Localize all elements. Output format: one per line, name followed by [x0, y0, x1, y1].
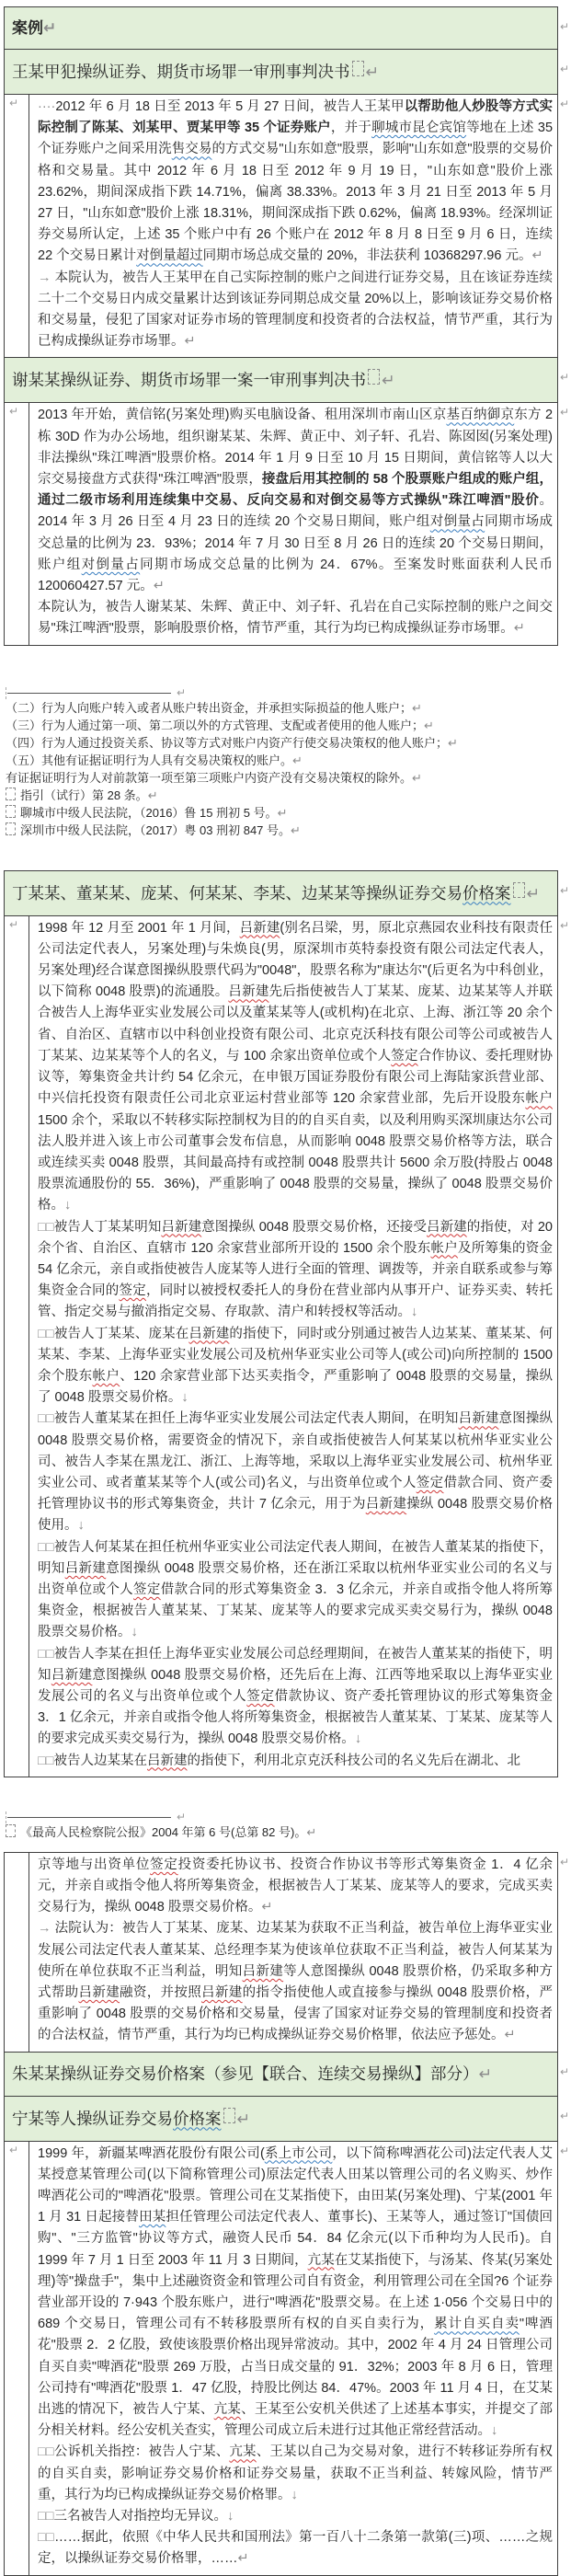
text-run: 担任管理公司法定代表人、董事长)、王某等人，通过签订"国债回购"、"三方监管"协议等方式，融资人民币 54．84 亿余元(以下币种均为人民币)。自 1999 年 7 月 1 日至 2003 年 11 月 3 日期间，	[38, 2210, 553, 2268]
paragraph	[38, 2506, 553, 2527]
formatting-mark: ↓	[181, 1390, 188, 1406]
formatting-mark: →	[38, 1921, 55, 1937]
paragraph-mark: ↵	[9, 405, 19, 419]
footnote-separator	[6, 1811, 554, 1823]
footnote-ref-box	[6, 822, 16, 835]
text-run: 、王某至公安机关供述了上述基本事实，并提交了部分相关材料。经公安机关查实，管理公司成立后未进行过其他正常经营活动。	[38, 2402, 554, 2439]
text-run: 借款合同、资产委托管理协议书的形式筹集资金，共计 7 亿余元，用于为	[38, 1475, 554, 1512]
formatting-mark: ↵	[184, 334, 196, 350]
text-run: (别名吕梁，男，原北京燕园农业科技有限责任公司法定代表人，另案处理)与朱焕良(男，原深圳市英特泰投资有限公司法定代表人，另案处理)经合谋意图操纵股票代码为"0048"，股票名称为"康达尔"(后更名为中科创业，以下简称 0048 股票)的流通股。	[38, 920, 554, 1000]
paragraph	[38, 918, 553, 1217]
footnote-ref-box	[6, 788, 16, 800]
separator-line	[7, 1817, 171, 1818]
case-body-xie	[29, 403, 557, 644]
formatting-mark: ↓	[354, 1731, 362, 1747]
footnote-line	[6, 804, 554, 822]
text-run: 宁某等人操纵证券交易	[12, 2109, 173, 2128]
footnote-line	[6, 717, 554, 734]
text-run: （四）行为人通过投资关系、协议等方式对账户内资产行使交易决策权的他人账户；	[6, 735, 449, 750]
text-run: 签定	[246, 1688, 275, 1704]
table-title-row	[5, 7, 569, 49]
text-run: （二）行为人向账户转入或者从账户转出资金，并承担实际损益的他人账户；	[6, 700, 413, 715]
paragraph	[38, 1855, 553, 1919]
text-run: 价格案	[173, 2109, 222, 2128]
text-run: 售交易	[171, 142, 212, 157]
case-title-ding	[5, 871, 557, 915]
text-run: ，同时以被授权委托人的身份在营业部内从事开户、证券买卖、转托管、指定交易与撤消指定交易、存取款、清户和转授权等活动。	[38, 1283, 554, 1320]
formatting-mark: ↵	[531, 248, 543, 264]
row-end-mark: ↵	[559, 98, 569, 110]
text-run: 吕新建	[239, 920, 280, 936]
case-body-row-xie	[5, 402, 569, 644]
row-end-mark: ↵	[559, 918, 569, 932]
formatting-mark: ↵	[236, 2109, 251, 2128]
formatting-mark: □□	[38, 1646, 54, 1662]
text-run: 吕新建	[147, 1753, 188, 1768]
case-header-row-ding	[5, 871, 569, 915]
formatting-mark: →	[38, 270, 55, 285]
text-run: 朱某某操纵证券交易价格案（参见【联合、连续交易操纵】部分）	[12, 2064, 479, 2083]
text-run: "啤酒花"股票 2．2 亿股，致使该股票价格出现异常波动。其中，2002 年 4 月 24 日管理公司自买自卖"啤酒花"股票 269 万股，占当日成交量的 91．32%；2003 年 8 月 6 日，管理公司持有"啤酒花"股票 1．47 亿股，持股比例达 84．47%。2003 年 11 月 4 日，在艾某出逃的情况下，被告人宁某、	[38, 2317, 553, 2418]
formatting-mark: ↵	[237, 2551, 249, 2567]
paragraph	[38, 405, 553, 597]
formatting-mark: ↵	[382, 371, 395, 390]
case-table-3	[4, 1852, 569, 2576]
text-run: 帐户	[92, 1368, 120, 1384]
paragraph	[38, 1409, 553, 1536]
case-table-1	[4, 6, 569, 646]
text-run: 对倒量占	[429, 514, 485, 530]
text-run: 及所筹集的资金 54 亿余元，亲自或指使被告人庞某等人进行全面的管理、调拨等，并亲自联系或参与筹集资金合同的	[38, 1240, 554, 1299]
case-header-row-xie	[5, 357, 569, 402]
formatting-mark: ↵	[448, 735, 458, 750]
formatting-mark: ↓	[491, 2423, 498, 2439]
case-title-xie	[5, 358, 557, 402]
text-run: 同期市场成交总量的比例为 24．67%。至案发时账面获利人民币 120060427.57 元。	[38, 557, 554, 594]
page-title	[5, 7, 557, 49]
text-run: 的指使，对 20 余个省、自治区、直辖市 120 余家营业部所开设的 1500 余个股东	[38, 1219, 553, 1256]
text-run: ，并于	[330, 121, 372, 136]
text-run: 同期市场成交总量的比例为 23．93%；2014 年 7 月 30 日至 8 月 26 日的连续 20 个交易日期间，账户组	[38, 514, 553, 572]
paragraph-mark: ↵	[9, 2143, 19, 2156]
footnote-ref-box	[6, 1824, 16, 1837]
text-run: 的指使下，同时或分别通过被告人边某某、董某某、何某某、李某、上海华亚实业发展公司及杭州华亚实业公司等人(或公司)向所控制的 1500 余个股东	[38, 1326, 554, 1384]
paragraph	[38, 1918, 553, 2046]
paragraph	[38, 1537, 553, 1644]
formatting-mark: ↵	[306, 1824, 317, 1839]
text-run: 签定	[150, 1857, 178, 1872]
formatting-mark: ↓	[227, 2509, 234, 2524]
footnote-line	[6, 699, 554, 717]
case-body-row-ding-continued	[5, 1853, 569, 2052]
text-run: 深圳市中级人民法院，（2017）粤 03 刑初 847 号。	[20, 822, 291, 837]
case-body-ding	[29, 916, 557, 1777]
formatting-mark: □□	[38, 2530, 55, 2546]
formatting-mark: ↵	[412, 770, 422, 785]
formatting-mark: □□	[38, 1219, 54, 1235]
formatting-mark: ↵	[277, 805, 288, 820]
text-run: 三名被告人对指控均无异议。	[53, 2509, 228, 2524]
footnote-ref-box	[352, 61, 364, 76]
paragraph	[38, 1324, 553, 1409]
text-run: 吕新建	[51, 1667, 93, 1683]
text-run: （三）行为人通过第一项、第二项以外的方式管理、支配或者使用的他人账户；	[6, 718, 425, 732]
text-run: 的方式交易"山东如意"股票，影响"山东如意"股票的交易价格和交易量。其中 2012 年 6 月 18 日至 2012 年 9 月 19 日，"山东如意"股价上涨 23.62%，期间深成指下跌 14.71%，偏离 38.33%。2013 年 3 月 21 日至 2013 年 5 月 27 日，"山东如意"股价上涨 18.31%，期间深成指下跌 0.62%，偏离 18.93%。经深圳证券交易所认定，上述 35 个账户中有 26 个账户在 2012 年 8 月 8 日至 9 月 6 日，连续 22 个交易日累计	[38, 142, 554, 264]
text-run: 签定	[391, 1048, 418, 1064]
formatting-mark: ↵	[513, 621, 525, 637]
footnote-line	[6, 1823, 554, 1841]
text-run: 价格案	[463, 883, 511, 903]
text-run: 借款合同的形式筹集资金 3．3 亿余元，并亲自或指令他人将所筹集资金，根据被告人董某某、丁某某、庞某等人的要求完成买卖交易行为，操纵 0048 股票交易价格。	[38, 1581, 554, 1640]
row-end-mark: ↵	[559, 883, 569, 897]
text-run: 融资，并按照	[120, 1985, 202, 2001]
row-end-mark: ↵	[559, 2144, 569, 2157]
text-run: 吕新建	[64, 1560, 107, 1576]
formatting-mark: ↓	[291, 2487, 298, 2502]
formatting-mark: ↵	[147, 788, 158, 802]
text-run: 、120 余家营业部下达买卖指令，严重影响了 0048 股票的交易量，操纵了 0048 股票交易价格。	[38, 1368, 553, 1406]
text-run: 有证据证明行为人对前款第一项至第三项账户内资产没有交易决策权的除外。	[6, 770, 413, 785]
row-end-mark: ↵	[559, 63, 569, 75]
text-run: 被告人丁某某明知	[53, 1219, 162, 1235]
text-run: 意图操纵 0048 股票交易价格，还接受	[201, 1219, 427, 1235]
text-run: 被告人何某某在担任杭州华亚实业公司法定代表人期间，在被告人董某某的指使下，明知	[38, 1539, 553, 1576]
text-run: 签定	[119, 1283, 146, 1299]
text-run: 帐户	[525, 1091, 553, 1107]
formatting-mark: □□	[38, 1753, 54, 1768]
text-run: 王某甲犯操纵证券、期货市场罪一审刑事判决书	[12, 63, 350, 81]
case-body-row-ning	[5, 2141, 569, 2575]
row-end-mark: ↵	[559, 1855, 569, 1869]
left-margin-cell	[5, 95, 29, 357]
text-run: 京等地与出资单位	[38, 1857, 151, 1872]
case-header-row-ning	[5, 2096, 569, 2141]
left-margin-cell	[5, 916, 29, 1777]
row-end-mark: ↵	[559, 2109, 569, 2122]
text-run: 1500 余个，采取以不转移实际控制权为目的的自买自卖，以及利用购买深圳康达尔公司法人股并进入该上市公司董事会发布信息，从而影响 0048 股票交易价格等方法，联合或连续买卖 0048 股票，其间最高持有或控制 0048 股票共计 5600 余万股(持股占 0048 股票流通股份的 55．36%)，严重影响了 0048 股票的交易量，操纵了 0048 股票交易价格。	[38, 1112, 553, 1213]
row-end-mark: ↵	[559, 20, 569, 33]
case-header-row-zhu	[5, 2052, 569, 2096]
text-run: 累计自买自卖	[434, 2317, 520, 2332]
formatting-mark: ↵	[291, 822, 301, 837]
text-run: 本院认为，被告人谢某某、朱辉、黄正中、刘子轩、孔岩在自己实际控制的账户之间交易"珠江啤酒"股票，影响股票价格，情节严重，其行为均已构成操纵证券市场罪。	[38, 600, 553, 637]
formatting-mark: ↓	[77, 1518, 85, 1534]
text-run: 被告人董某某在担任上海华亚实业发展公司法定代表人期间，在明知	[53, 1411, 459, 1427]
row-end-mark: ↵	[559, 2064, 569, 2078]
footnote-line	[6, 752, 554, 769]
text-run: 东方 2 栋 30D 作为办公场地，组织谢某某、朱辉、黄正中、刘子轩、孔岩、陈囡囡(另案处理)非法操纵"珠江啤酒"股票价格。2014 年 1 月 9 日至 10 月 15 日期间，黄信铭等人以大宗交易接盘方式获得"珠江啤酒"股票，	[38, 408, 554, 488]
case-body-ding-continued	[29, 1853, 557, 2052]
text-run: 吕新建	[427, 1219, 467, 1235]
text-run: 1999 年，新疆某啤酒花股份有限公司(	[38, 2145, 265, 2161]
text-run: 公诉机关指控：被告人宁某、	[53, 2444, 230, 2460]
text-run: 在艾某指使下，与汤某、佟某(另案处理)等"操盘手"，集中上述融资资金和管理公司自有资金，利用管理公司在全国?6 个证券营业部开设的 7·943 个股东账户，进行"啤酒花"股票交易。在上述 1·056 个交易日中的 689 个交易日，管理公司有不转移股票所有权的自买自卖行为，	[38, 2252, 554, 2332]
formatting-mark: ↵	[261, 1900, 273, 1915]
left-margin-cell	[5, 1853, 29, 2052]
formatting-mark: □□	[38, 1411, 54, 1427]
text-run: 的指令指使他人或直接参与操纵 0048 股票价格，严重影响了 0048 股票的交易价格和交易量，侵害了国家对证券交易的管理制度和投资者的合法权益，情节严重，其行为均已构成操纵证券交易价格罪，依法应予惩处。	[38, 1985, 553, 2043]
footnote-line	[6, 822, 554, 839]
formatting-mark: ↓	[131, 1625, 138, 1640]
footnote-ref-box	[368, 369, 380, 385]
text-run: 亢某	[213, 2402, 242, 2418]
text-run: 被告人丁某某、庞某在	[53, 1326, 189, 1341]
formatting-mark: ↵	[43, 19, 57, 37]
text-run: 聊城市昆仑宾馆	[371, 121, 467, 136]
case-header-row-wang	[5, 49, 569, 94]
text-run: 、王某以自己为交易对象，进行不转移证券所有权的自买自卖，影响证券交易价格和证券交易量，获取不正当利益、转嫁风险，情节严重，其行为均已构成操纵证券交易价格罪。	[38, 2444, 554, 2502]
formatting-mark: ↓	[64, 1198, 72, 1213]
text-run: 田某	[139, 2210, 166, 2225]
paragraph-mark: ↵	[177, 685, 187, 699]
text-run: 签定	[416, 1475, 444, 1490]
text-run: 2012 年 6 月 18 日至 2013 年 5 月 27 日间，被告人王某甲	[55, 99, 405, 114]
formatting-mark: ↵	[365, 63, 380, 81]
text-run: 意图操纵 0048 股票交易价格，还在浙江采取以杭州华亚实业公司的名义与出资单位或个人	[38, 1560, 554, 1597]
case-body-wang	[29, 95, 557, 357]
text-run: 吕新建	[188, 1326, 230, 1341]
footnote-separator	[6, 686, 554, 699]
case-title-zhu	[5, 2053, 557, 2096]
footnote-line	[6, 734, 554, 752]
paragraph-mark: ↵	[9, 97, 19, 109]
text-run: 接盘后用其控制的 58 个股票账户组成的账户组，通过二级市场利用连续集中交易、反向交易和对倒交易等方式操纵"珠江啤酒"股价	[38, 472, 553, 509]
text-run: 签定	[133, 1581, 161, 1597]
formatting-mark: ····	[38, 99, 56, 114]
formatting-mark: ↓	[411, 1305, 418, 1320]
text-run: 被告人边某某在	[53, 1753, 148, 1768]
text-run: 1998 年 12 月至 2001 年 1 月间，	[38, 920, 240, 936]
text-run: 案例	[12, 19, 43, 37]
footnote-line	[6, 787, 554, 804]
text-run: ，以下简称啤酒花公司)法定代表人艾某授意某管理公司(以下简称管理公司)原法定代表人田某以管理公司的名义购买、炒作啤酒花公司的"啤酒花"股票。管理公司在艾某指使下，由田某(另案处理)、宁某(2001 年 1 月 31 日起接替	[38, 2145, 554, 2225]
formatting-mark: ↵	[526, 883, 541, 903]
text-run: ……据此，依照《中华人民共和国刑法》第一百八十二条第一款第(三)项、……之规定，以操纵证券交易价格罪，……	[38, 2530, 553, 2567]
text-run: 亢某	[307, 2252, 335, 2268]
paragraph	[38, 97, 553, 268]
text-run: 吕新建	[458, 1411, 499, 1427]
formatting-mark: ↵	[424, 718, 434, 732]
left-margin-cell	[5, 403, 29, 644]
case-title-wang	[5, 50, 557, 94]
paragraph-mark: ↵	[9, 917, 19, 931]
text-run: 基百纳御京	[446, 408, 515, 423]
separator-line	[7, 693, 171, 694]
footnote-block-1	[6, 686, 554, 839]
text-run: 亢某	[229, 2444, 257, 2460]
formatting-mark: ↵	[153, 579, 165, 594]
text-run: 《最高人民检察院公报》2004 年第 6 号(总第 82 号)。	[20, 1824, 307, 1839]
text-run: 指引（试行）第 28 条。	[20, 788, 148, 802]
text-run: 意图操纵 0048 股票交易价格，还先后在上海、江西等地采取以上海华亚实业发展公司的名义与出资单位或个人	[38, 1667, 554, 1704]
case-body-row-wang	[5, 94, 569, 357]
text-run: 2013 年开始，黄信铭(另案处理)购买电脑设备、租用深圳市南山区京	[38, 408, 447, 423]
text-run: 本院认为，被告人王某甲在自己实际控制的账户之间进行证券交易，且在该证券连续二十二个交易日内成交量累计达到该证券同期总成交量 20%以上，影响该证券交易价格和交易量，侵犯了国家对证券市场的管理制度和投资者的合法权益，情节严重，其行为已构成操纵证券市场罪。	[38, 270, 554, 350]
text-run: 法院认为：被告人丁某某、庞某、边某某为获取不正当利益，被告单位上海华亚实业发展公司法定代表人董某某、总经理李某为使该单位获取不正当利益，被告人何某某为使所在单位获取不正当利益，明知	[38, 1921, 554, 1979]
formatting-mark: □□	[38, 2509, 54, 2524]
text-run: 吕新建	[242, 1963, 284, 1979]
formatting-mark: ↵	[412, 700, 422, 715]
case-title-ning	[5, 2097, 557, 2141]
footnote-ref-box	[513, 882, 525, 898]
footnote-block-2	[6, 1811, 554, 1841]
text-run: 被告人李某在担任上海华亚实业发展公司总经理期间，在被告人董某某的指使下，明知	[38, 1646, 553, 1683]
paragraph	[38, 268, 553, 353]
text-run: 等人意图操纵 0048 股票价格，仍采取多种方式帮助	[38, 1963, 554, 2001]
text-run: 帐户	[430, 1240, 459, 1256]
text-run: 谢某某操纵证券、期货市场罪一案一审刑事判决书	[12, 371, 366, 390]
row-end-mark: ↵	[559, 371, 569, 385]
text-run: 系上市公司	[264, 2145, 333, 2161]
paragraph	[38, 597, 553, 639]
text-run: 同期市场总成交量的 20%，非法获利 10368297.96 元。	[202, 248, 532, 264]
footnote-ref-box	[223, 2108, 235, 2123]
formatting-mark: □□	[38, 1326, 54, 1341]
text-run: 等地在上述 35 个证券账户之间采用洗	[38, 121, 554, 157]
text-run: 吕新建	[78, 1985, 120, 2001]
text-run: 吕新建	[365, 1497, 407, 1512]
text-run: 对倒量占	[81, 557, 141, 572]
paragraph	[38, 2144, 553, 2443]
text-run: 以帮助他人炒股等方式实际控制了陈某、刘某甲、贾某甲等 35 个证券账户	[38, 99, 553, 136]
paragraph	[38, 1751, 553, 1772]
text-run: 借款协议、资产委托管理协议的形式筹集资金 3．1 亿余元，并亲自或指令他人将所筹集资金，根据被告人董某某、丁某某、庞某等人的要求完成买卖交易行为，操纵 0048 股票交易价格。	[38, 1688, 554, 1747]
footnote-ref-box	[6, 805, 16, 818]
text-run: 的指使下，利用北京克沃科技公司的名义先后在湖北、北	[187, 1753, 521, 1768]
formatting-mark: □□	[38, 1539, 54, 1555]
text-run: 意图操纵 0048 股票交易价格，需要资金的情况下，亲自或指使被告人何某某以杭州华亚实业公司、被告人李某在黑龙江、浙江、上海等地，采取以上海华亚实业发展公司、杭州华亚实业公司、或者董某某等个人(或公司)名义，与出资单位或个人	[38, 1411, 554, 1490]
formatting-mark: ↵	[292, 753, 303, 767]
case-body-ning	[29, 2142, 557, 2575]
formatting-mark: □□	[38, 2444, 54, 2460]
text-run: 合作协议、委托理财协议等，筹集资金共计约 54 亿余元，在申银万国证券股份有限公司上海陆家浜营业部、中兴信托投资有限责任公司北京亚运村营业部等 120 余家营业部，先后开设股东	[38, 1048, 554, 1107]
text-run: 聊城市中级人民法院，（2016）鲁 15 刑初 5 号。	[20, 805, 278, 820]
footnote-line	[6, 769, 554, 787]
case-table-2	[4, 870, 569, 1777]
text-run: 投资委托协议书、投资合作协议书等形式筹集资金 1．4 亿余元，并亲自或指令他人将所筹集资金，根据被告人丁某某、庞某等人的要求，完成买卖交易行为，操纵 0048 股票交易价格。	[38, 1857, 554, 1915]
text-run: 吕新建	[228, 984, 269, 1000]
case-body-row-ding	[5, 915, 569, 1777]
text-run: 吕新建	[201, 1985, 243, 2001]
text-run: （五）其他有证据证明行为人具有交易决策权的账户。	[6, 753, 293, 767]
text-run: 对倒量超过	[136, 248, 203, 264]
paragraph-mark: ↵	[177, 1810, 187, 1823]
paragraph	[38, 2442, 553, 2506]
paragraph	[38, 1644, 553, 1751]
text-run: 先后指使被告人丁某某、庞某、边某某等人并联合被告人上海华亚实业发展公司以及董某某等人(或机构)在北京、上海、浙江等 20 余个省、自治区、直辖市以中科创业投资有限公司、北京克沃科技有限公司等公司或被告人丁某某、边某某等个人的名义，与 100 余家出资单位或个人	[38, 984, 553, 1064]
text-run: 。2014 年 3 月 26 日至 4 月 23 日的连续 20 个交易日期间，账户组	[38, 493, 553, 530]
formatting-mark: ↵	[478, 2064, 493, 2083]
paragraph	[38, 2527, 553, 2570]
left-margin-cell	[5, 2142, 29, 2575]
row-end-mark: ↵	[559, 406, 569, 420]
paragraph	[38, 1217, 553, 1324]
text-run: 丁某某、董某某、庞某、何某某、李某、边某某等操纵证券交易	[12, 883, 463, 903]
formatting-mark: ↵	[504, 2028, 516, 2043]
text-run: 操纵 0048 股票交易价格使用。	[38, 1497, 553, 1534]
text-run: 吕新建	[161, 1219, 202, 1235]
